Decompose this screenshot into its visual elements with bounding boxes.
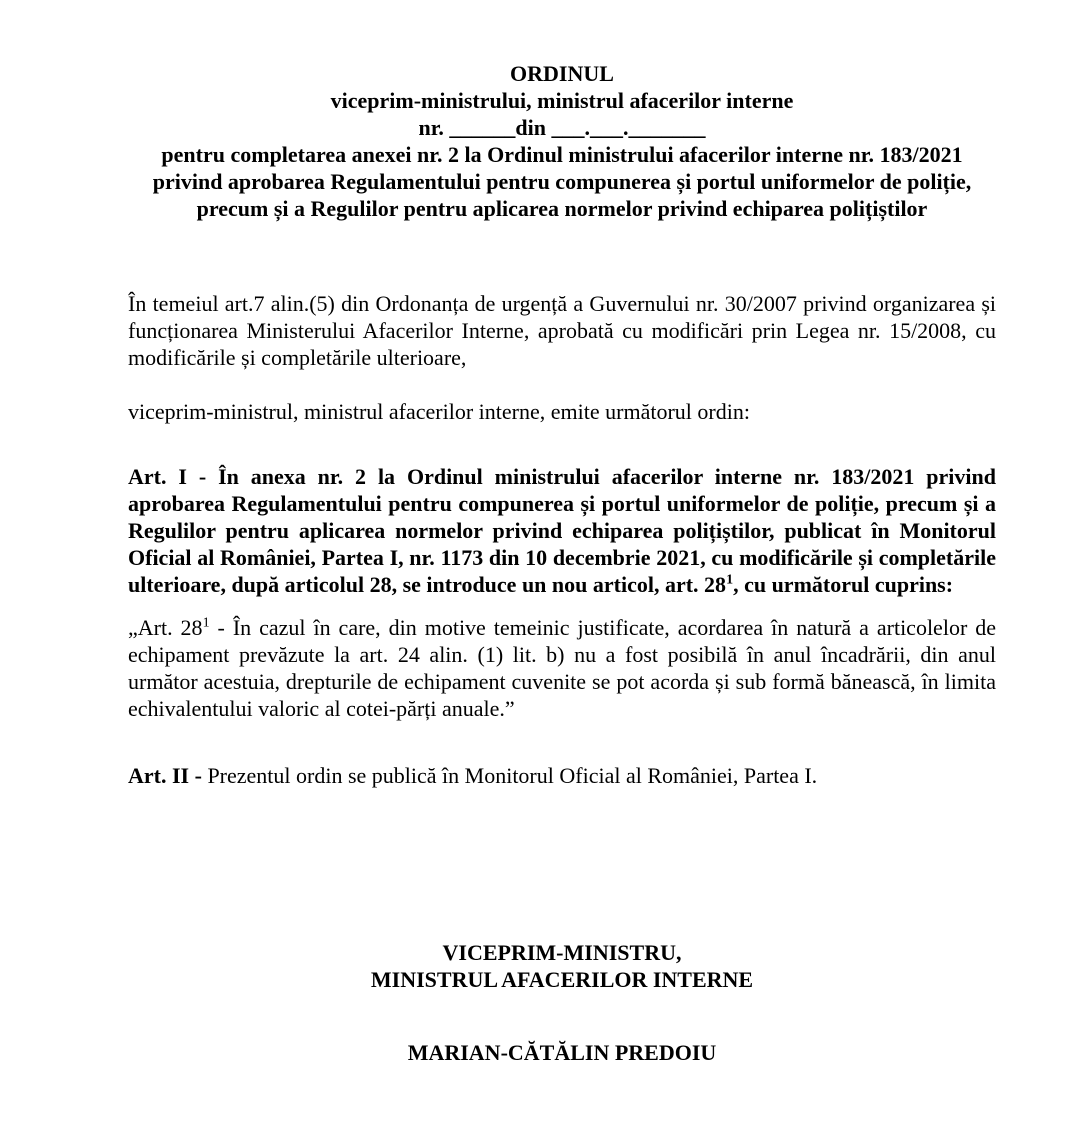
purpose-line-1: pentru completarea anexei nr. 2 la Ordinul ministrului afacerilor interne nr. 183/2021 (161, 142, 963, 167)
article-2-text: Prezentul ordin se publică în Monitorul Oficial al României, Partea I. (207, 763, 818, 788)
article-1-superscript: 1 (726, 572, 734, 588)
signer-role-line-1: VICEPRIM-MINISTRU, (442, 940, 682, 965)
article-1-paragraph (128, 463, 996, 598)
issuer-paragraph: viceprim-ministrul, ministrul afacerilor interne, emite următorul ordin: (128, 399, 750, 424)
quoted-article-paragraph (128, 614, 996, 722)
preamble-paragraph: În temeiul art.7 alin.(5) din Ordonanța de urgență a Guvernului nr. 30/2007 privind organizarea și funcționarea Ministerului Afacerilor Interne, aprobată cu modificări prin Legea nr. 15/2008, cu modificările și completările ulterioare, (128, 291, 996, 370)
document-number-line: nr. ______din ___.___._______ (418, 115, 706, 140)
article-1-text-tail: , cu următorul cuprins: (733, 572, 954, 597)
document-subtitle: viceprim-ministrului, ministrul afacerilor interne (330, 88, 794, 113)
quoted-article-superscript: 1 (202, 615, 210, 631)
signer-name: MARIAN-CĂTĂLIN PREDOIU (407, 1040, 717, 1065)
quoted-article-text: „Art. 28 (128, 615, 203, 640)
article-1-text: Art. I - În anexa nr. 2 la Ordinul ministrului afacerilor interne nr. 183/2021 privind aprobarea Regulamentului pentru compunerea și portul uniformelor de poliție, precum și a Regulilor pentru aplicarea normelor privind echiparea polițiștilor, publicat în Monitorul Oficial al României, Partea I, nr. 1173 din 10 decembrie 2021, cu modificările și completările ulterioare, după articolul 28, se introduce un nou articol, art. 28 (128, 464, 996, 597)
article-2-label: Art. II - (128, 763, 208, 788)
document-body (128, 290, 996, 789)
signer-role-line-2: MINISTRUL AFACERILOR INTERNE (370, 967, 754, 992)
document-title: ORDINUL (510, 61, 614, 86)
purpose-line-3: precum și a Regulilor pentru aplicarea normelor privind echiparea polițiștilor (196, 196, 928, 221)
article-2-paragraph (128, 762, 996, 789)
document-header (128, 60, 996, 222)
signature-block (128, 939, 996, 1066)
quoted-article-text-tail: - În cazul în care, din motive temeinic justificate, acordarea în natură a articolelor de echipament prevăzute la art. 24 alin. (1) lit. b) nu a fost posibilă în anul încadrării, din anul următor acestuia, drepturile de echipament cuvenite se pot acorda și sub formă bănească, în limita echivalentului valoric al cotei-părți anuale.” (128, 615, 996, 721)
purpose-line-2: privind aprobarea Regulamentului pentru compunerea și portul uniformelor de poliție, (152, 169, 972, 194)
